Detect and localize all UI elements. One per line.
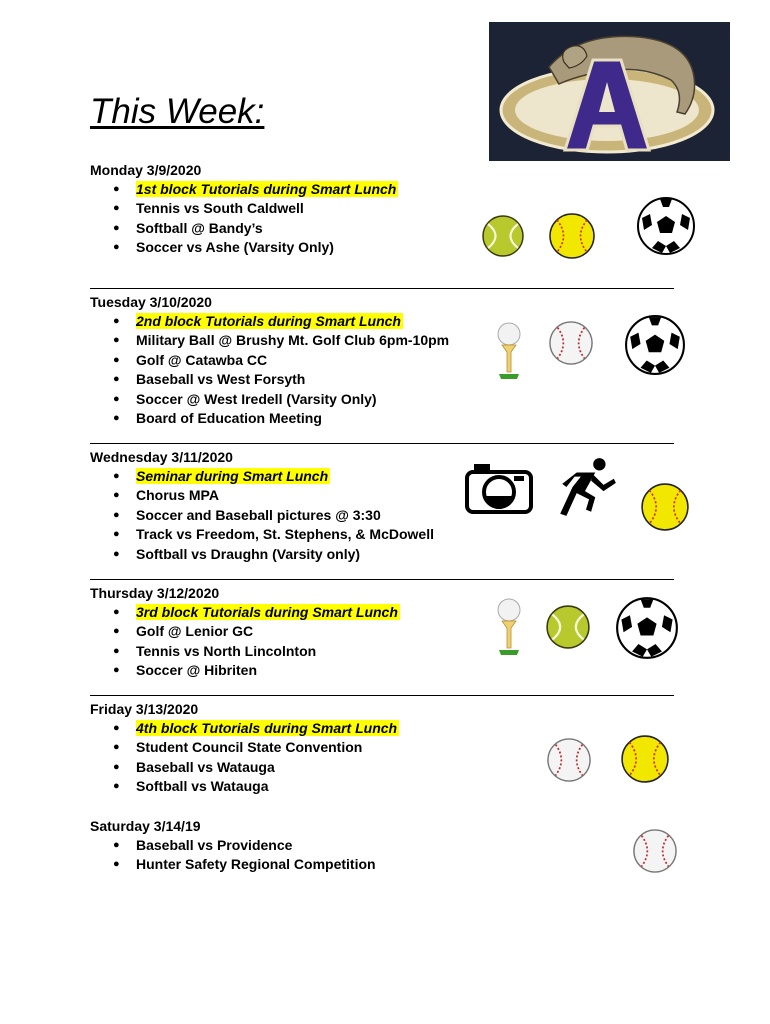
highlighted-item: 3rd block Tutorials during Smart Lunch [136,604,398,620]
list-item [90,603,400,622]
highlighted-item: 1st block Tutorials during Smart Lunch [136,181,397,197]
list-item [90,312,449,331]
day-heading: Monday 3/9/2020 [90,162,202,178]
divider [90,579,674,580]
school-logo [489,22,730,161]
day-heading: Saturday 3/14/19 [90,818,201,834]
list-item: ● Golf @ Catawba CC [90,351,449,370]
runner-icon [554,456,620,522]
divider [90,695,674,696]
list-item: ● Soccer @ West Iredell (Varsity Only) [90,390,449,409]
day-thursday [90,584,400,681]
day-friday [90,700,399,797]
highlighted-item: 2nd block Tutorials during Smart Lunch [136,313,401,329]
list-item [90,467,434,486]
softball-icon [640,482,690,532]
day-heading: Thursday 3/12/2020 [90,585,220,601]
day-heading: Friday 3/13/2020 [90,701,199,717]
highlighted-item: Seminar during Smart Lunch [136,468,329,484]
list-item: ● Baseball vs Providence [90,836,376,855]
soccer-ball-icon [624,314,686,376]
day-wednesday [90,448,434,564]
camera-icon [464,460,534,516]
softball-icon [620,734,670,784]
list-item: ● Baseball vs Watauga [90,758,399,777]
list-item [90,180,398,199]
baseball-icon [548,320,594,366]
day-monday [90,161,398,258]
list-item [90,719,399,738]
list-item: ● Soccer and Baseball pictures @ 3:30 [90,506,434,525]
tennis-ball-icon [481,214,525,258]
soccer-ball-icon [615,596,679,660]
list-item: ● Soccer @ Hibriten [90,661,400,680]
baseball-icon [546,737,592,783]
list-item: ● Tennis vs South Caldwell [90,199,398,218]
softball-icon [548,212,596,260]
list-item: ● Soccer vs Ashe (Varsity Only) [90,238,398,257]
day-tuesday [90,293,449,428]
day-saturday [90,817,376,875]
soccer-ball-icon [636,196,696,256]
page-title: This Week: [90,92,265,131]
list-item: ● Baseball vs West Forsyth [90,370,449,389]
list-item: ● Softball vs Draughn (Varsity only) [90,545,434,564]
list-item: ● Chorus MPA [90,486,434,505]
list-item: ● Student Council State Convention [90,738,399,757]
list-item: ● Softball @ Bandy’s [90,219,398,238]
golf-ball-on-tee-icon [496,322,522,382]
list-item: ● Track vs Freedom, St. Stephens, & McDowell [90,525,434,544]
list-item: ● Hunter Safety Regional Competition [90,855,376,874]
baseball-icon [632,828,678,874]
divider [90,443,674,444]
list-item: ● Military Ball @ Brushy Mt. Golf Club 6pm-10pm [90,331,449,350]
divider [90,288,674,289]
day-heading: Wednesday 3/11/2020 [90,449,233,465]
list-item: ● Golf @ Lenior GC [90,622,400,641]
list-item: ● Board of Education Meeting [90,409,449,428]
highlighted-item: 4th block Tutorials during Smart Lunch [136,720,398,736]
golf-ball-on-tee-icon [496,598,522,658]
list-item: ● Softball vs Watauga [90,777,399,796]
tennis-ball-icon [545,604,591,650]
list-item: ● Tennis vs North Lincolnton [90,642,400,661]
day-heading: Tuesday 3/10/2020 [90,294,212,310]
